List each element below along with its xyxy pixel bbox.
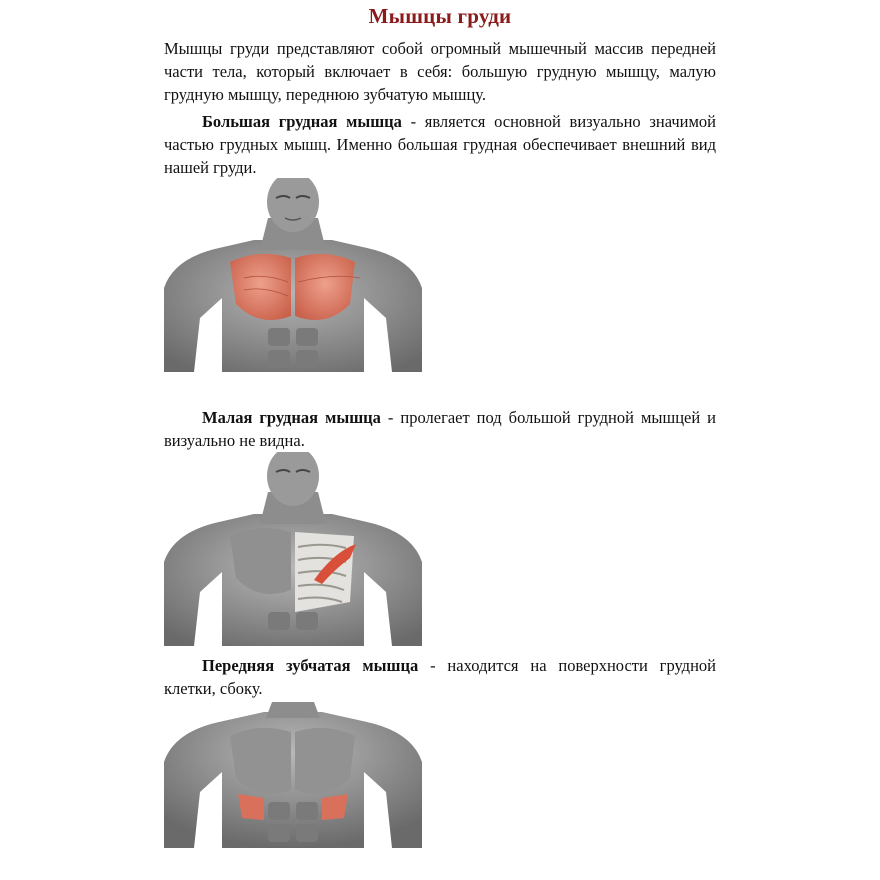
section-term: Большая грудная мышца (202, 112, 402, 131)
illustration-serratus-anterior (164, 702, 422, 848)
section-text: - является основной визуально значимой частью грудных мышц. Именно большая грудная обеспечивает внешний вид нашей груди. (164, 112, 717, 177)
section-term: Передняя зубчатая мышца (202, 656, 419, 675)
illustration-pectoralis-major (164, 178, 422, 372)
torso-figure (164, 178, 422, 372)
section-pectoralis-major (164, 110, 716, 179)
section-term: Малая грудная мышца (202, 408, 381, 427)
section-pectoralis-minor (164, 406, 716, 452)
section-text: - пролегает под большой грудной мышцей и визуально не видна. (164, 408, 717, 450)
intro-paragraph: Мышцы груди представляют собой огромный мышечный массив передней части тела, который включает в себя: большую грудную мышцу, малую грудную мышцу, переднюю зубчатую мышцу. (164, 39, 716, 104)
torso-figure (164, 452, 422, 646)
torso-figure (164, 702, 422, 848)
section-text: - находится на поверхности грудной клетки, сбоку. (164, 656, 716, 698)
illustration-pectoralis-minor (164, 452, 422, 646)
page-title: Мышцы груди (368, 4, 512, 28)
section-serratus-anterior (164, 654, 716, 700)
